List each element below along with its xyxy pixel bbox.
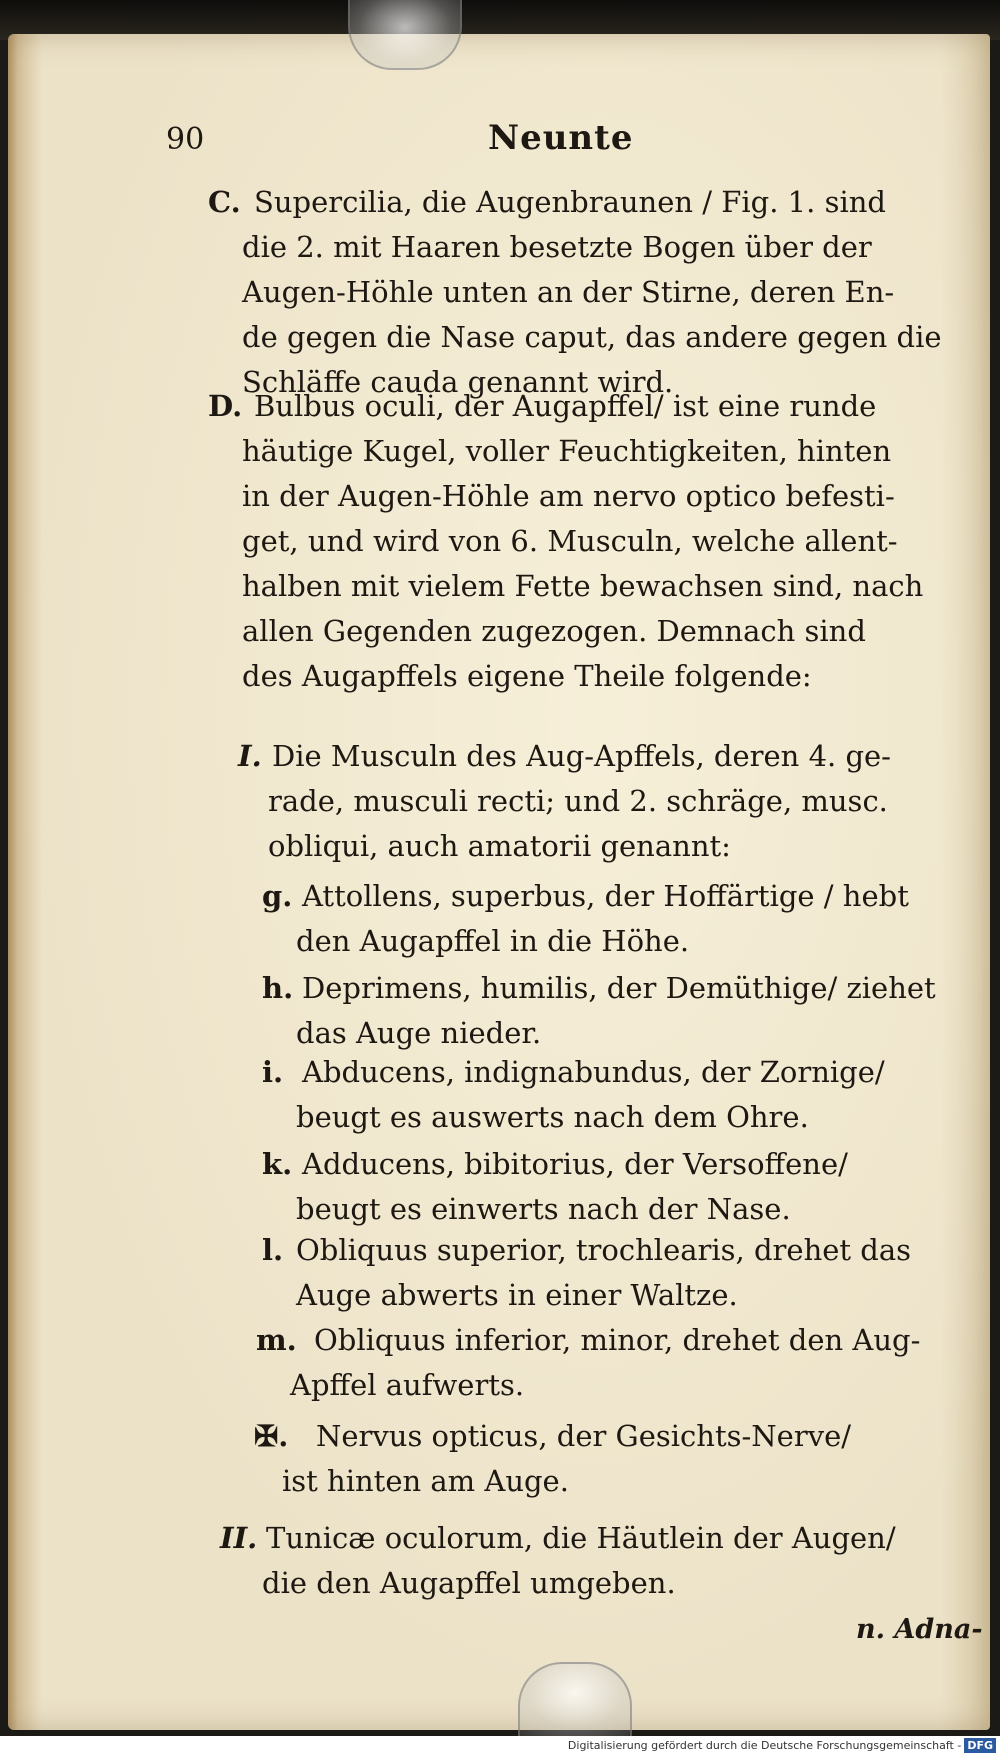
entry-line: in der Augen-Höhle am nervo optico befesti- (242, 479, 895, 513)
entry-key: i. (262, 1055, 284, 1089)
entry-m (256, 1318, 920, 1408)
entry-key: k. (262, 1147, 293, 1181)
entry-key: C. (208, 185, 241, 219)
entry-line: die den Augapffel umgeben. (262, 1566, 676, 1600)
entry-line: Apffel aufwerts. (290, 1368, 525, 1402)
entry-line: beugt es einwerts nach der Nase. (296, 1192, 791, 1226)
entry-key: II. (220, 1521, 258, 1555)
bottom-page-clip (518, 1662, 632, 1736)
entry-line: Adducens, bibitorius, der Versoffene/ (302, 1147, 848, 1181)
entry-line: Schläffe cauda genannt wird. (242, 365, 674, 399)
entry-l (262, 1228, 911, 1318)
entry-line: get, und wird von 6. Musculn, welche allent- (242, 524, 898, 558)
digitization-footer (0, 1736, 1000, 1755)
entry-line: Tunicæ oculorum, die Häutlein der Augen/ (266, 1521, 896, 1555)
entry-g (262, 874, 909, 964)
entry-key: ✠. (254, 1419, 289, 1453)
entry-h (262, 966, 936, 1056)
entry-line: Bulbus oculi, der Augapffel/ ist eine runde (254, 389, 877, 423)
entry-key: m. (256, 1323, 297, 1357)
entry-line: de gegen die Nase caput, das andere gegen die (242, 320, 942, 354)
entry-line: ist hinten am Auge. (282, 1464, 569, 1498)
entry-line: allen Gegenden zugezogen. Demnach sind (242, 614, 866, 648)
entry-line: häutige Kugel, voller Feuchtigkeiten, hinten (242, 434, 892, 468)
entry-key: g. (262, 879, 293, 913)
entry-key: h. (262, 971, 294, 1005)
entry-line: den Augapffel in die Höhe. (296, 924, 690, 958)
entry-i-roman (238, 734, 891, 869)
entry-line: Augen-Höhle unten an der Stirne, deren En- (242, 275, 895, 309)
footer-text: Digitalisierung gefördert durch die Deutsche Forschungsgemeinschaft - (567, 1739, 962, 1752)
entry-line: Obliquus inferior, minor, drehet den Aug- (314, 1323, 921, 1357)
entry-d (208, 384, 923, 699)
entry-line: Deprimens, humilis, der Demüthige/ ziehet (302, 971, 936, 1005)
entry-k (262, 1142, 848, 1232)
entry-line: des Augapffels eigene Theile folgende: (242, 659, 812, 693)
entry-line: Abducens, indignabundus, der Zornige/ (302, 1055, 885, 1089)
entry-i (262, 1050, 885, 1140)
entry-line: Die Musculn des Aug-Apffels, deren 4. ge- (272, 739, 891, 773)
entry-line: obliqui, auch amatorii genannt: (268, 829, 731, 863)
entry-c (208, 180, 942, 405)
entry-ii (220, 1516, 896, 1606)
book-page (8, 34, 990, 1730)
entry-line: Nervus opticus, der Gesichts-Nerve/ (316, 1419, 852, 1453)
entry-key: l. (262, 1233, 284, 1267)
catchword: n. Adna- (856, 1614, 983, 1645)
running-header: Neunte (488, 118, 634, 158)
entry-line: Attollens, superbus, der Hoffärtige / hebt (302, 879, 909, 913)
entry-line: halben mit vielem Fette bewachsen sind, nach (242, 569, 924, 603)
entry-line: Supercilia, die Augenbraunen / Fig. 1. sind (254, 185, 886, 219)
entry-line: Obliquus superior, trochlearis, drehet das (296, 1233, 912, 1267)
entry-line: das Auge nieder. (296, 1016, 542, 1050)
entry-nervus-opticus (254, 1414, 851, 1504)
page-text (8, 34, 990, 1730)
page-number: 90 (166, 122, 205, 157)
top-page-clip (348, 0, 462, 70)
entry-line: Auge abwerts in einer Waltze. (296, 1278, 738, 1312)
dfg-logo: DFG (964, 1738, 996, 1753)
entry-line: die 2. mit Haaren besetzte Bogen über der (242, 230, 872, 264)
entry-line: rade, musculi recti; und 2. schräge, musc. (268, 784, 888, 818)
entry-key: D. (208, 389, 243, 423)
entry-line: beugt es auswerts nach dem Ohre. (296, 1100, 809, 1134)
entry-key: I. (238, 739, 262, 773)
